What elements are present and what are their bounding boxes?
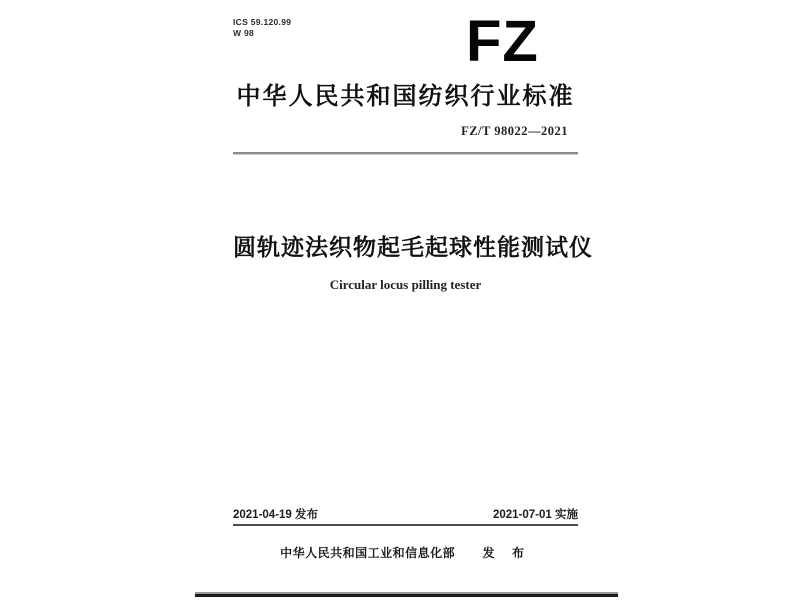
ics-code-block: [233, 17, 291, 40]
document-subtitle-english: Circular locus pilling tester: [329, 277, 482, 292]
issue-date: 2021-04-19 发布: [233, 509, 319, 521]
page-bottom-bar: [195, 592, 618, 597]
standard-number: FZ/T 98022—2021: [461, 124, 568, 138]
dates-row: [233, 506, 578, 522]
ics-class-code: W 98: [233, 28, 255, 39]
document-title: 圆轨迹法织物起毛起球性能测试仪: [233, 234, 593, 260]
standard-category-title: 中华人民共和国纺织行业标准: [236, 83, 575, 110]
fz-logo: FZ: [466, 9, 539, 74]
footer-divider-line: [233, 524, 578, 526]
ics-number: ICS 59.120.99: [233, 17, 292, 27]
implementation-date: 2021-07-01 实施: [492, 509, 578, 521]
header-divider-line: [233, 152, 578, 155]
publisher-row: [233, 544, 578, 561]
publish-label: 发 布: [482, 546, 531, 560]
publisher-name: 中华人民共和国工业和信息化部: [280, 546, 456, 560]
